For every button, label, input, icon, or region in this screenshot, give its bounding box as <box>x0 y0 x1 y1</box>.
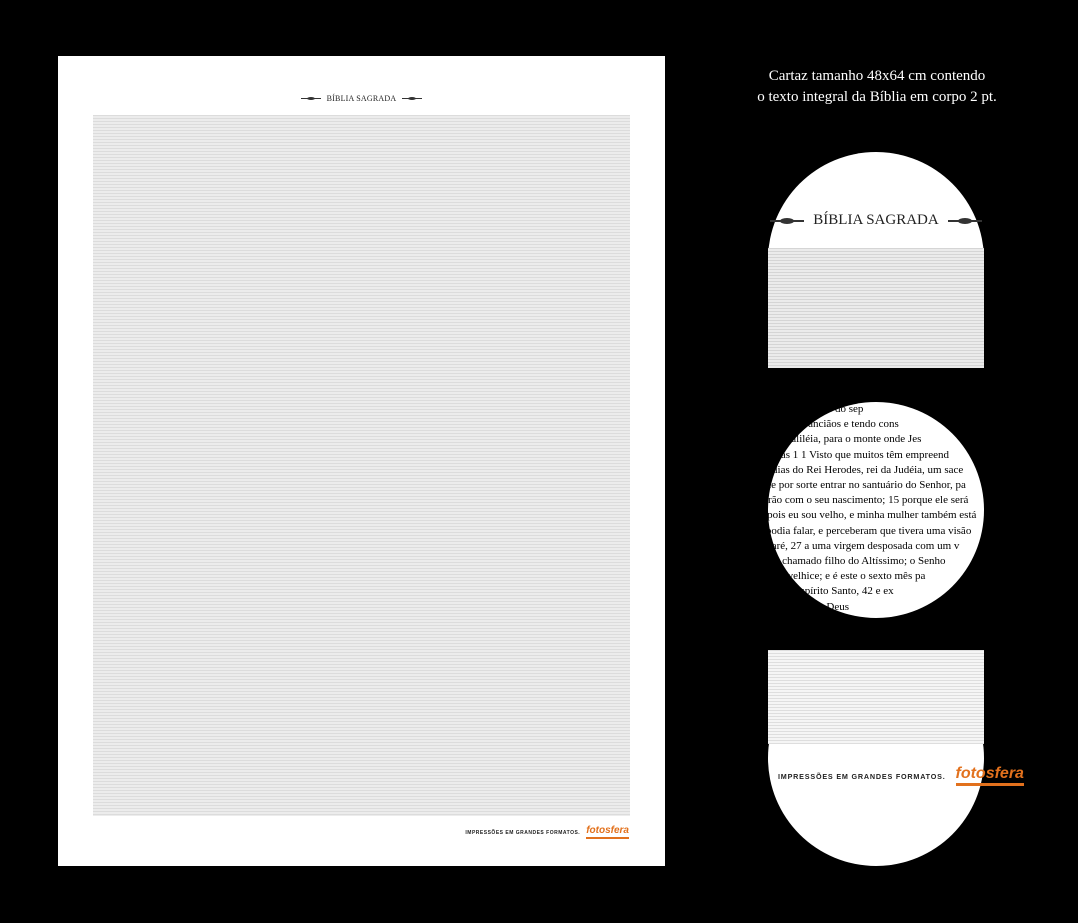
poster-title <box>58 92 665 104</box>
zoom-text-line: Nazaré, 27 a uma virgem desposada com um v <box>754 539 960 552</box>
zoom-text-line: e-lhe por sorte entrar no santuário do Senhor, pa <box>754 479 966 492</box>
zoom-circle-text <box>754 402 984 618</box>
bible-poster <box>58 56 665 866</box>
zoom-text-lines <box>754 402 1014 615</box>
zoom-text-line: cheia do Espírito Santo, 42 e ex <box>754 585 894 598</box>
bible-text-block <box>93 115 630 816</box>
zoom-header-text-texture <box>768 248 984 368</box>
zoom-text-line: grarão com o seu nascimento; 15 porque ele será <box>754 494 969 507</box>
zoom-text-line: nos dias do Rei Herodes, rei da Judéia, um sace <box>754 463 964 476</box>
zoom-text-line: apressurosamente do sep <box>754 403 864 415</box>
zoom-circle-header <box>768 152 984 368</box>
zoom-text-line: s. Lucas 1 1 Visto que muitos têm empreend <box>754 448 949 461</box>
zoom-text-line: para a Galiléia, para o monte onde Jes <box>754 433 922 446</box>
caption-line-2: o texto integral da Bíblia em corpo 2 pt. <box>757 89 997 105</box>
zoom-text-line: eles com os anciãos e tendo cons <box>754 418 899 431</box>
zoom-text-line: em sua velhice; e é este o sexto mês pa <box>754 570 926 583</box>
zoom-footer-tagline: IMPRESSÕES EM GRANDES FORMATOS. <box>778 771 946 781</box>
ornament-left-icon <box>770 220 804 222</box>
poster-footer-tagline: IMPRESSÕES EM GRANDES FORMATOS. <box>465 829 581 836</box>
zoom-header-title <box>768 212 984 229</box>
caption-line-1: Cartaz tamanho 48x64 cm contendo <box>768 68 986 84</box>
fotosfera-logo: fotosfera <box>586 826 629 839</box>
caption <box>740 66 1014 108</box>
poster-footer <box>465 826 629 839</box>
fotosfera-logo: fotosfera <box>956 766 1024 786</box>
zoom-footer <box>778 766 1024 786</box>
ornament-right-icon <box>402 98 422 99</box>
zoom-circle-footer <box>768 650 1024 866</box>
ornament-right-icon <box>948 220 982 222</box>
zoom-text-line: o? pois eu sou velho, e minha mulher também está <box>754 509 977 522</box>
poster-title-text: BÍBLIA SAGRADA <box>326 93 397 103</box>
ornament-left-icon <box>301 98 321 99</box>
zoom-text-line: es podia falar, e perceberam que tivera uma visão <box>754 524 972 537</box>
zoom-text-line: pírito exulta em Deus <box>754 600 850 613</box>
zoom-footer-text-texture <box>768 650 984 744</box>
zoom-text-line: e será chamado filho do Altíssimo; o Senho <box>754 555 946 568</box>
zoom-header-title-text: BÍBLIA SAGRADA <box>813 212 939 228</box>
